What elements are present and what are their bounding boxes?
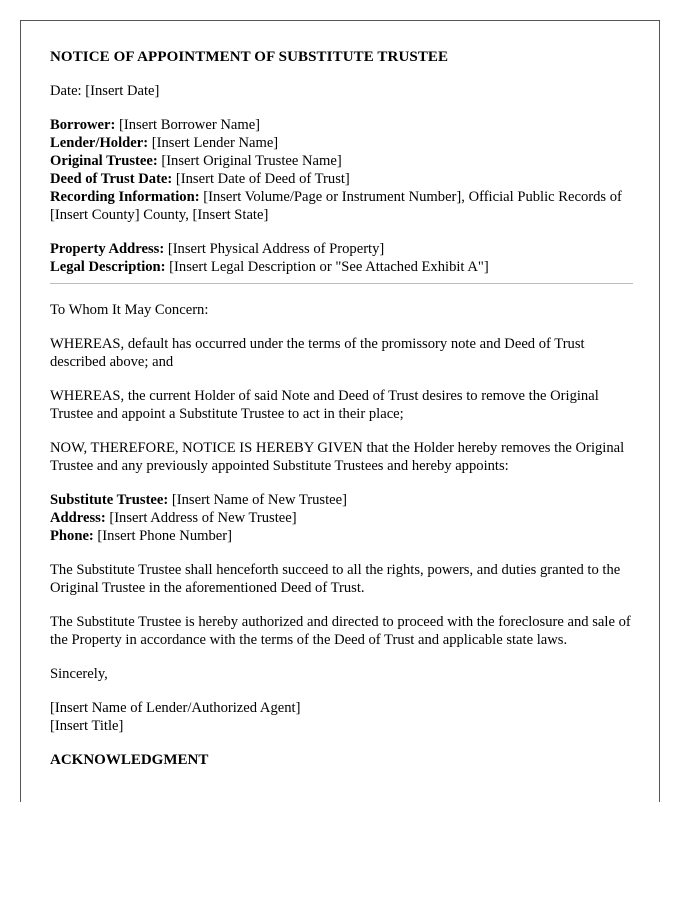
recording-info-label: Recording Information: xyxy=(50,189,200,205)
substitute-phone-label: Phone: xyxy=(50,528,94,544)
substitute-trustee-line xyxy=(50,491,635,509)
legal-description-line xyxy=(50,258,635,276)
substitute-trustee-label: Substitute Trustee: xyxy=(50,492,169,508)
borrower-line xyxy=(50,116,635,134)
section-divider xyxy=(50,283,633,284)
borrower-label: Borrower: xyxy=(50,117,116,133)
substitute-address-label: Address: xyxy=(50,510,106,526)
date-line: Date: [Insert Date] xyxy=(50,83,160,99)
document-content xyxy=(50,48,635,769)
substitute-trustee-value: [Insert Name of New Trustee] xyxy=(168,492,347,508)
substitute-trustee-block xyxy=(50,491,635,545)
property-address-line xyxy=(50,240,635,258)
original-trustee-line xyxy=(50,152,635,170)
original-trustee-label: Original Trustee: xyxy=(50,153,158,169)
document-title: NOTICE OF APPOINTMENT OF SUBSTITUTE TRUSTEE xyxy=(50,49,449,65)
signer-title: [Insert Title] xyxy=(50,718,124,734)
parties-block xyxy=(50,116,635,224)
signature-block xyxy=(50,699,635,735)
whereas-paragraph-2: WHEREAS, the current Holder of said Note and Deed of Trust desires to remove the Original Trustee and appoint a Substitute Trustee to act in their place; xyxy=(50,388,599,422)
lender-value: [Insert Lender Name] xyxy=(148,135,279,151)
recording-info-line xyxy=(50,188,635,224)
substitute-phone-line xyxy=(50,527,635,545)
deed-date-value: [Insert Date of Deed of Trust] xyxy=(172,171,350,187)
property-block xyxy=(50,240,635,276)
property-address-label: Property Address: xyxy=(50,241,165,257)
recording-info-value: [Insert Volume/Page or Instrument Number], Official Public Records of [Insert County] County, [Insert State] xyxy=(50,189,622,223)
property-address-value: [Insert Physical Address of Property] xyxy=(164,241,385,257)
whereas-paragraph-1: WHEREAS, default has occurred under the terms of the promissory note and Deed of Trust described above; and xyxy=(50,336,585,370)
now-therefore-paragraph: NOW, THEREFORE, NOTICE IS HEREBY GIVEN that the Holder hereby removes the Original Trustee and any previously appointed Substitute Trustees and hereby appoints: xyxy=(50,440,625,474)
lender-label: Lender/Holder: xyxy=(50,135,149,151)
borrower-value: [Insert Borrower Name] xyxy=(115,117,261,133)
legal-description-label: Legal Description: xyxy=(50,259,166,275)
legal-description-value: [Insert Legal Description or "See Attached Exhibit A"] xyxy=(165,259,489,275)
deed-date-label: Deed of Trust Date: xyxy=(50,171,173,187)
salutation: To Whom It May Concern: xyxy=(50,302,209,318)
signer-name: [Insert Name of Lender/Authorized Agent] xyxy=(50,700,301,716)
original-trustee-value: [Insert Original Trustee Name] xyxy=(157,153,342,169)
acknowledgment-heading: ACKNOWLEDGMENT xyxy=(50,752,209,768)
succession-paragraph: The Substitute Trustee shall henceforth succeed to all the rights, powers, and duties granted to the Original Trustee in the aforementioned Deed of Trust. xyxy=(50,562,621,596)
document-page xyxy=(20,20,660,802)
deed-date-line xyxy=(50,170,635,188)
substitute-address-line xyxy=(50,509,635,527)
substitute-address-value: [Insert Address of New Trustee] xyxy=(105,510,297,526)
substitute-phone-value: [Insert Phone Number] xyxy=(93,528,232,544)
authorization-paragraph: The Substitute Trustee is hereby authorized and directed to proceed with the foreclosure and sale of the Property in accordance with the terms of the Deed of Trust and applicable state laws. xyxy=(50,614,631,648)
closing-line: Sincerely, xyxy=(50,666,108,682)
lender-line xyxy=(50,134,635,152)
